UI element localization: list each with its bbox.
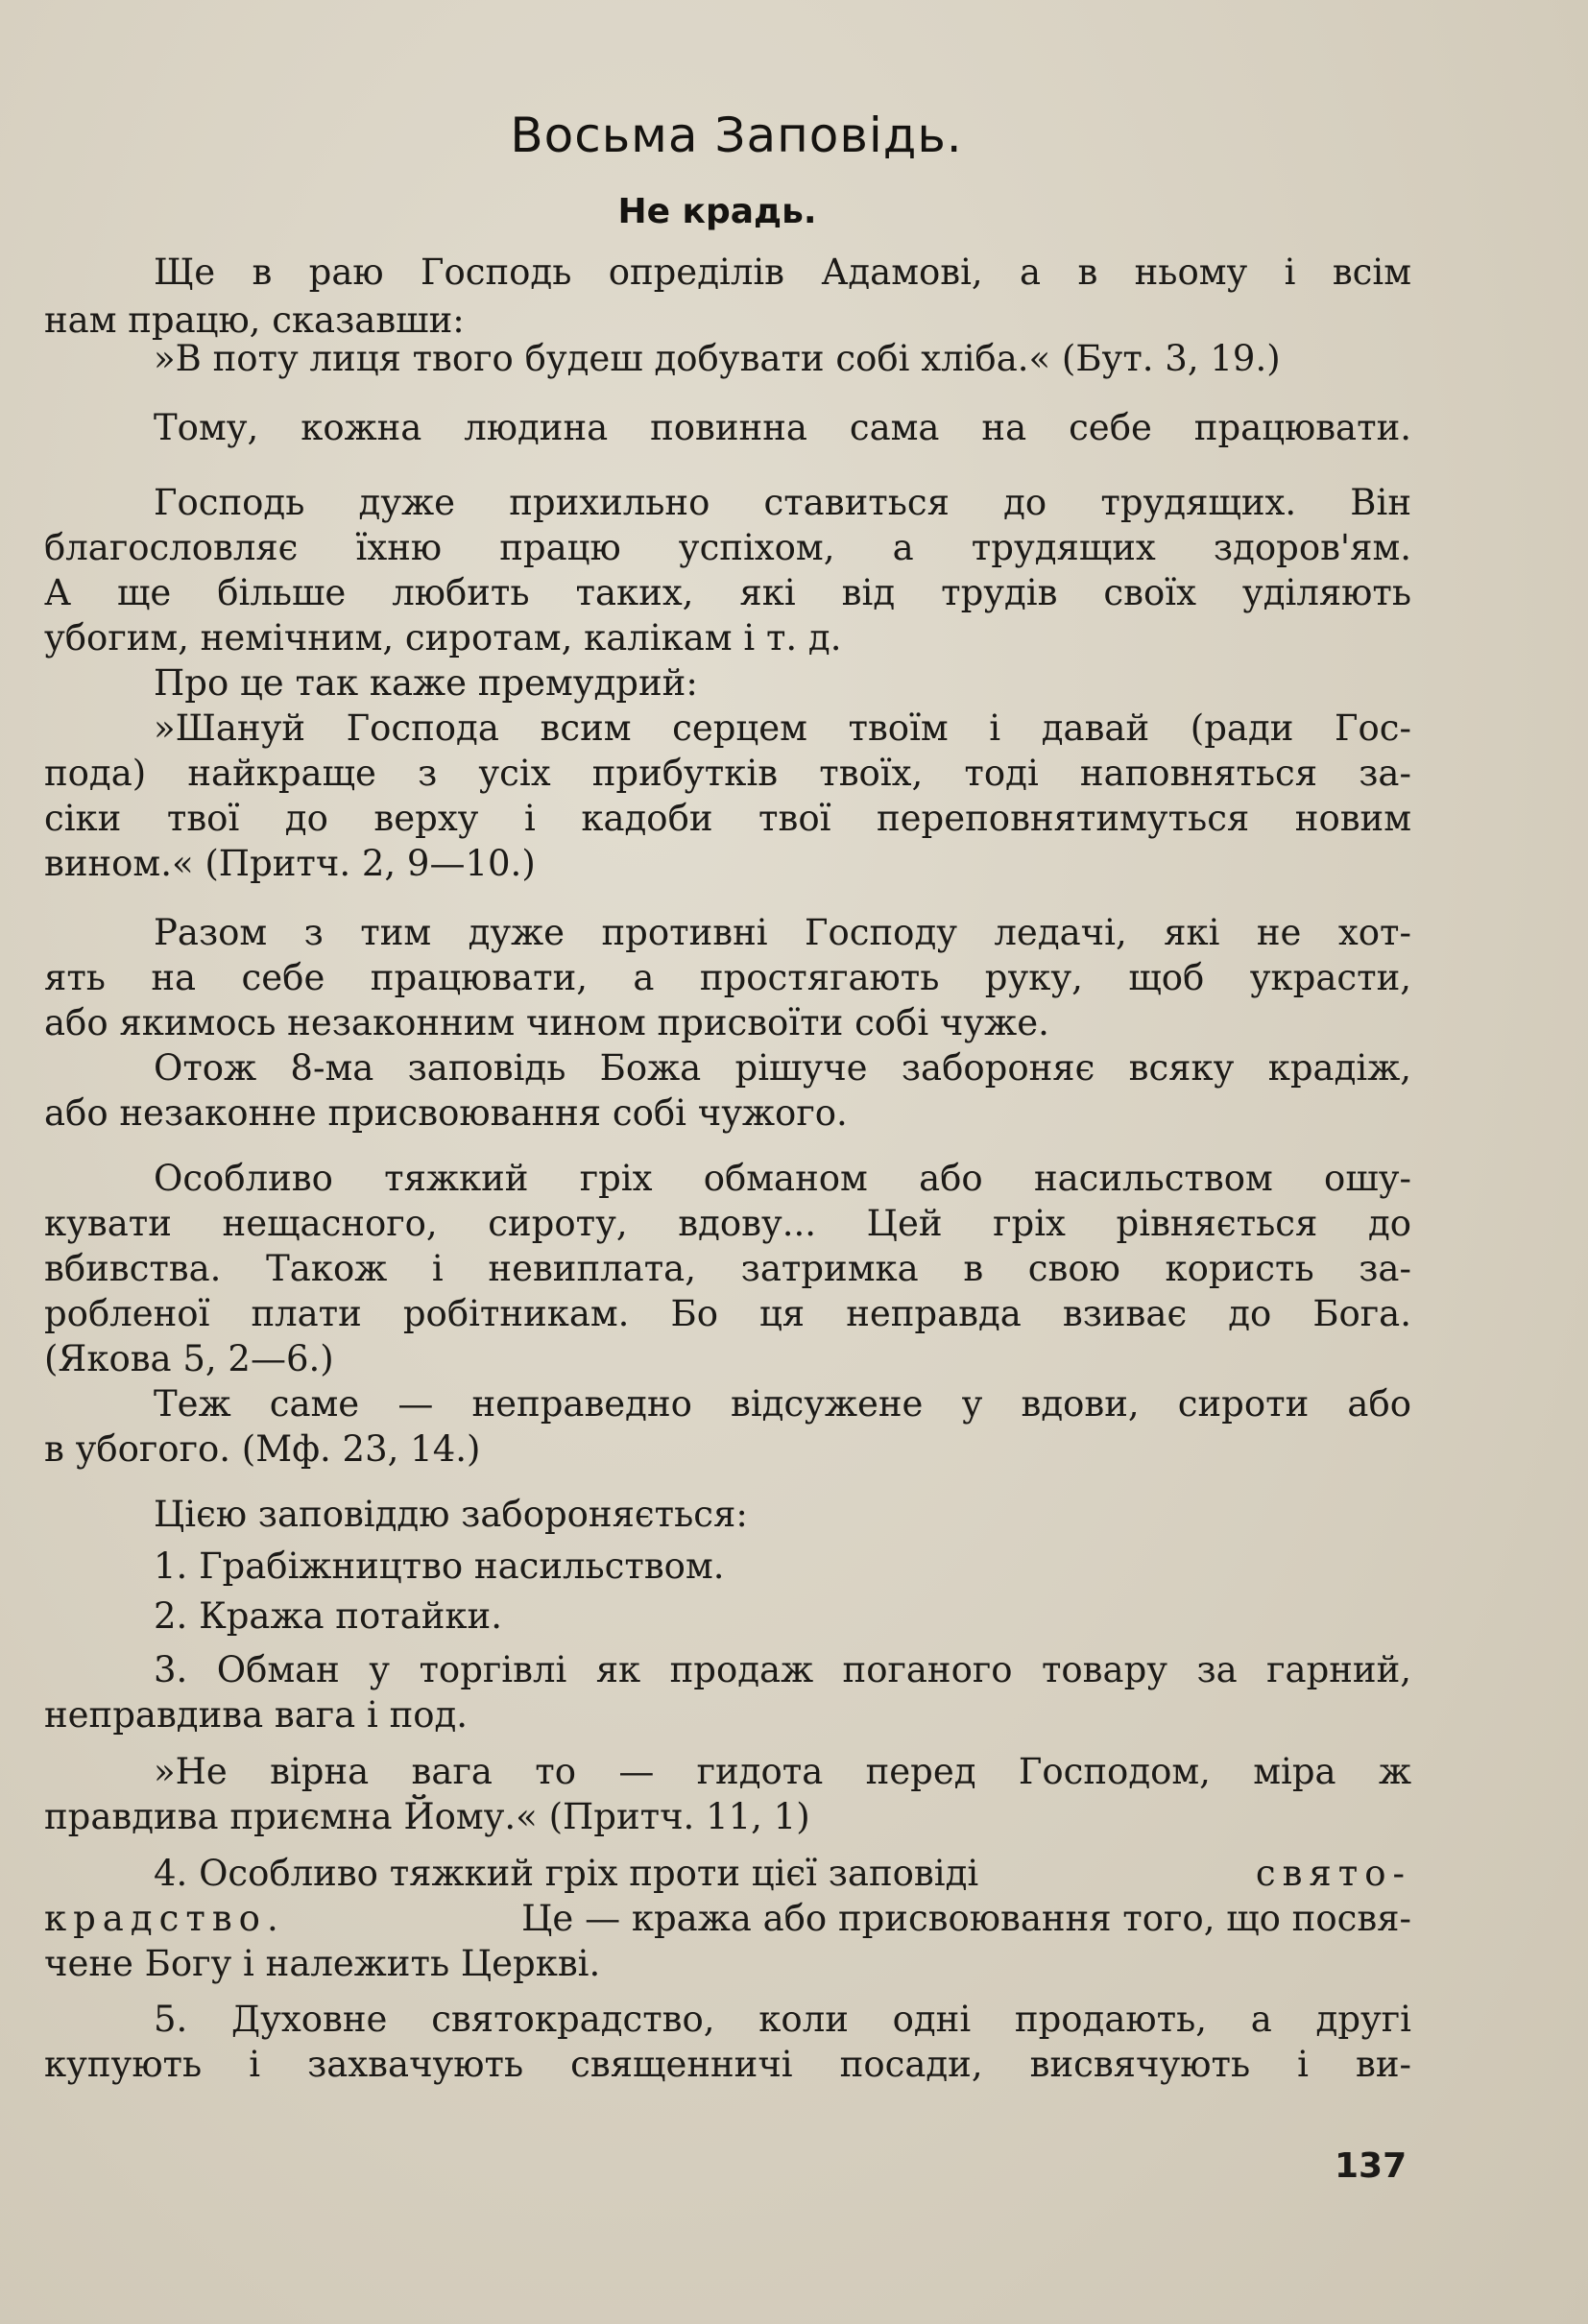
text-line: Тому, кожна людина повинна сама на себе працювати. [154, 407, 1411, 448]
text-line: (Якова 5, 2—6.) [44, 1338, 334, 1379]
text-line: Особливо тяжкий гріх обманом або насильством ошу- [154, 1158, 1411, 1199]
text-line: або якимось незаконним чином присвоїти собі чуже. [44, 1002, 1049, 1043]
section-subtitle: Не крадь. [617, 192, 817, 231]
quote-line: вином.« (Притч. 2, 9—10.) [44, 843, 536, 884]
text-line: кувати нещасного, сироту, вдову... Цей гріх рівняється до [44, 1203, 1411, 1244]
text-line: чене Богу і належить Церкві. [44, 1943, 601, 1984]
text-line: неправдива вага і под. [44, 1694, 469, 1736]
text-line [44, 1898, 1411, 1940]
emphasized-term: свято- [1255, 1853, 1411, 1894]
text-line: Отож 8-ма заповідь Божа рішуче забороняє всяку крадіж, [154, 1047, 1411, 1089]
text-line: Теж саме — неправедно відсужене у вдови, сироти або [154, 1383, 1411, 1425]
quote-line: »Шануй Господа всим серцем твоїм і давай (ради Гос- [154, 707, 1411, 749]
text-line: Господь дуже прихильно ставиться до трудящих. Він [154, 482, 1411, 523]
page-title: Восьма Заповідь. [510, 108, 963, 163]
text-line: або незаконне присвоювання собі чужого. [44, 1092, 848, 1134]
emphasized-term: крадство. [44, 1898, 285, 1939]
text-line: вбивства. Також і невиплата, затримка в свою користь за- [44, 1248, 1411, 1289]
quote-line: правдива приємна Йому.« (Притч. 11, 1) [44, 1796, 810, 1837]
text-span: 4. Особливо тяжкий гріх проти цієї заповіді [154, 1853, 979, 1894]
text-line: благословляє їхню працю успіхом, а трудящих здоров'ям. [44, 527, 1411, 568]
list-item [44, 1853, 1411, 1895]
quote-line: »В поту лиця твого будеш добувати собі хліба.« (Бут. 3, 19.) [154, 338, 1281, 379]
list-item: 2. Кража потайки. [154, 1595, 502, 1637]
text-line: убогим, немічним, сиротам, калікам і т. д. [44, 617, 842, 659]
text-line: купують і захвачують священничі посади, висвячують і ви- [44, 2044, 1411, 2085]
text-line: А ще більше любить таких, які від трудів своїх уділяють [44, 572, 1411, 613]
quote-line: »Не вірна вага то — гидота перед Господом, міра ж [154, 1751, 1411, 1792]
text-span: Це — кража або присвоювання того, що посвя- [521, 1898, 1411, 1939]
list-item: 1. Грабіжництво насильством. [154, 1545, 725, 1587]
text-line: в убогого. (Мф. 23, 14.) [44, 1428, 481, 1470]
text-line: Ще в раю Господь опреділів Адамові, а в ньому і всім [154, 252, 1411, 293]
quote-line: сіки твої до верху і кадоби твої переповнятимуться новим [44, 798, 1411, 839]
text-line: нам працю, сказавши: [44, 299, 465, 341]
text-line: ять на себе працювати, а простягають руку, щоб украсти, [44, 957, 1411, 998]
list-item: 3. Обман у торгівлі як продаж поганого товару за гарний, [154, 1649, 1411, 1690]
text-line: Разом з тим дуже противні Господу ледачі, які не хот- [154, 912, 1411, 953]
quote-line: пода) найкраще з усіх прибутків твоїх, тоді наповняться за- [44, 753, 1411, 794]
text-line: робленої плати робітникам. Бо ця неправда взиває до Бога. [44, 1293, 1411, 1334]
list-item: 5. Духовне святокрадство, коли одні продають, а другі [154, 1999, 1411, 2040]
text-line: Про це так каже премудрий: [154, 662, 698, 704]
page-number: 137 [1335, 2146, 1408, 2186]
text-line: Цією заповіддю забороняється: [154, 1494, 748, 1535]
